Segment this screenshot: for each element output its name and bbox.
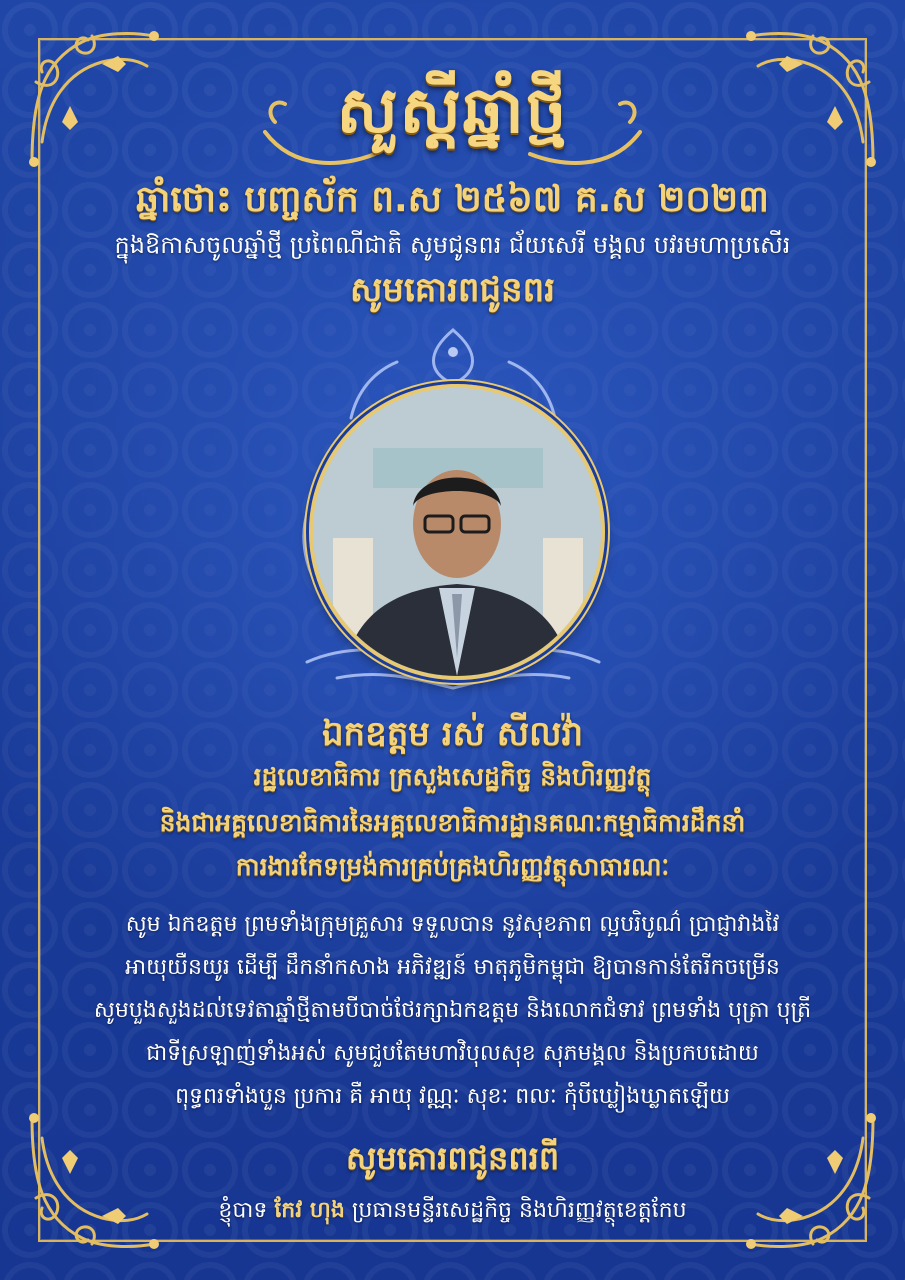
honoree-role-line: និងជាអគ្គលេខាធិការនៃអគ្គលេខាធិការដ្ឋានគណៈកម្មាធិការដឹកនាំ xyxy=(159,808,746,837)
honoree-role-line: ការងារកែទម្រង់ការគ្រប់គ្រងហិរញ្ញវត្ថុសាធារណៈ xyxy=(235,852,670,881)
portrait-photo xyxy=(309,384,605,680)
respect-heading: សូមគោរពជូនពរ xyxy=(349,270,556,310)
signature-prefix: ខ្ញុំបាទ xyxy=(218,1198,268,1223)
occasion-line: ក្នុងឱកាសចូលឆ្នាំថ្មី ប្រពៃណីជាតិ សូមជូនពរ ជ័យសេរី មង្គល បវរមហាប្រសើរ xyxy=(114,231,791,259)
wish-line: សូមបួងសួងដល់ទេវតាឆ្នាំថ្មីតាមបីបាច់ថែរក្សាឯកឧត្តម និងលោកជំទាវ ព្រមទាំង បុត្រា បុត្រី xyxy=(93,998,812,1023)
honoree-name: ឯកឧត្តម រស់ សីលវ៉ា xyxy=(321,714,584,754)
portrait-frame xyxy=(277,322,629,700)
title-script: សួស្តីឆ្នាំថ្មី xyxy=(336,74,569,148)
wish-line: ពុទ្ធពរទាំងបួន ប្រការ គឺ អាយុ វណ្ណៈ សុខៈ ពលៈ កុំបីឃ្លៀងឃ្លាតឡើយ xyxy=(175,1084,730,1109)
year-line: ឆ្នាំថោះ បញ្ចស័ក ព.ស ២៥៦៧ គ.ស ២០២៣ xyxy=(136,179,769,220)
signature-title: ប្រធានមន្ទីរសេដ្ឋកិច្ច និងហិរញ្ញវត្ថុខេត្តកែប xyxy=(351,1198,687,1223)
signature-name: កែវ ហុង xyxy=(274,1198,345,1223)
honoree-role-line: រដ្ឋលេខាធិការ ក្រសួងសេដ្ឋកិច្ច និងហិរញ្ញវត្ថុ xyxy=(253,762,652,791)
respect-from-heading: សូមគោរពជូនពរពី xyxy=(345,1139,560,1177)
wish-line: ជាទីស្រឡាញ់ទាំងអស់ សូមជួបតែមហាវិបុលសុខ សុភមង្គល និងប្រកបដោយ xyxy=(146,1041,759,1066)
signature-line xyxy=(0,1196,905,1228)
wish-line: សូម ឯកឧត្តម ព្រមទាំងក្រុមគ្រួសារ ទទួលបាន នូវសុខភាព ល្អបរិបូណ៌ ប្រាជ្ញាវាងវៃ xyxy=(125,912,780,937)
person-avatar-icon xyxy=(313,388,601,676)
wish-line: អាយុយឺនយូរ ដើម្បី ដឹកនាំកសាង អភិវឌ្ឍន៍ មាតុភូមិកម្ពុជា ឱ្យបានកាន់តែរីកចម្រើន xyxy=(125,955,780,980)
